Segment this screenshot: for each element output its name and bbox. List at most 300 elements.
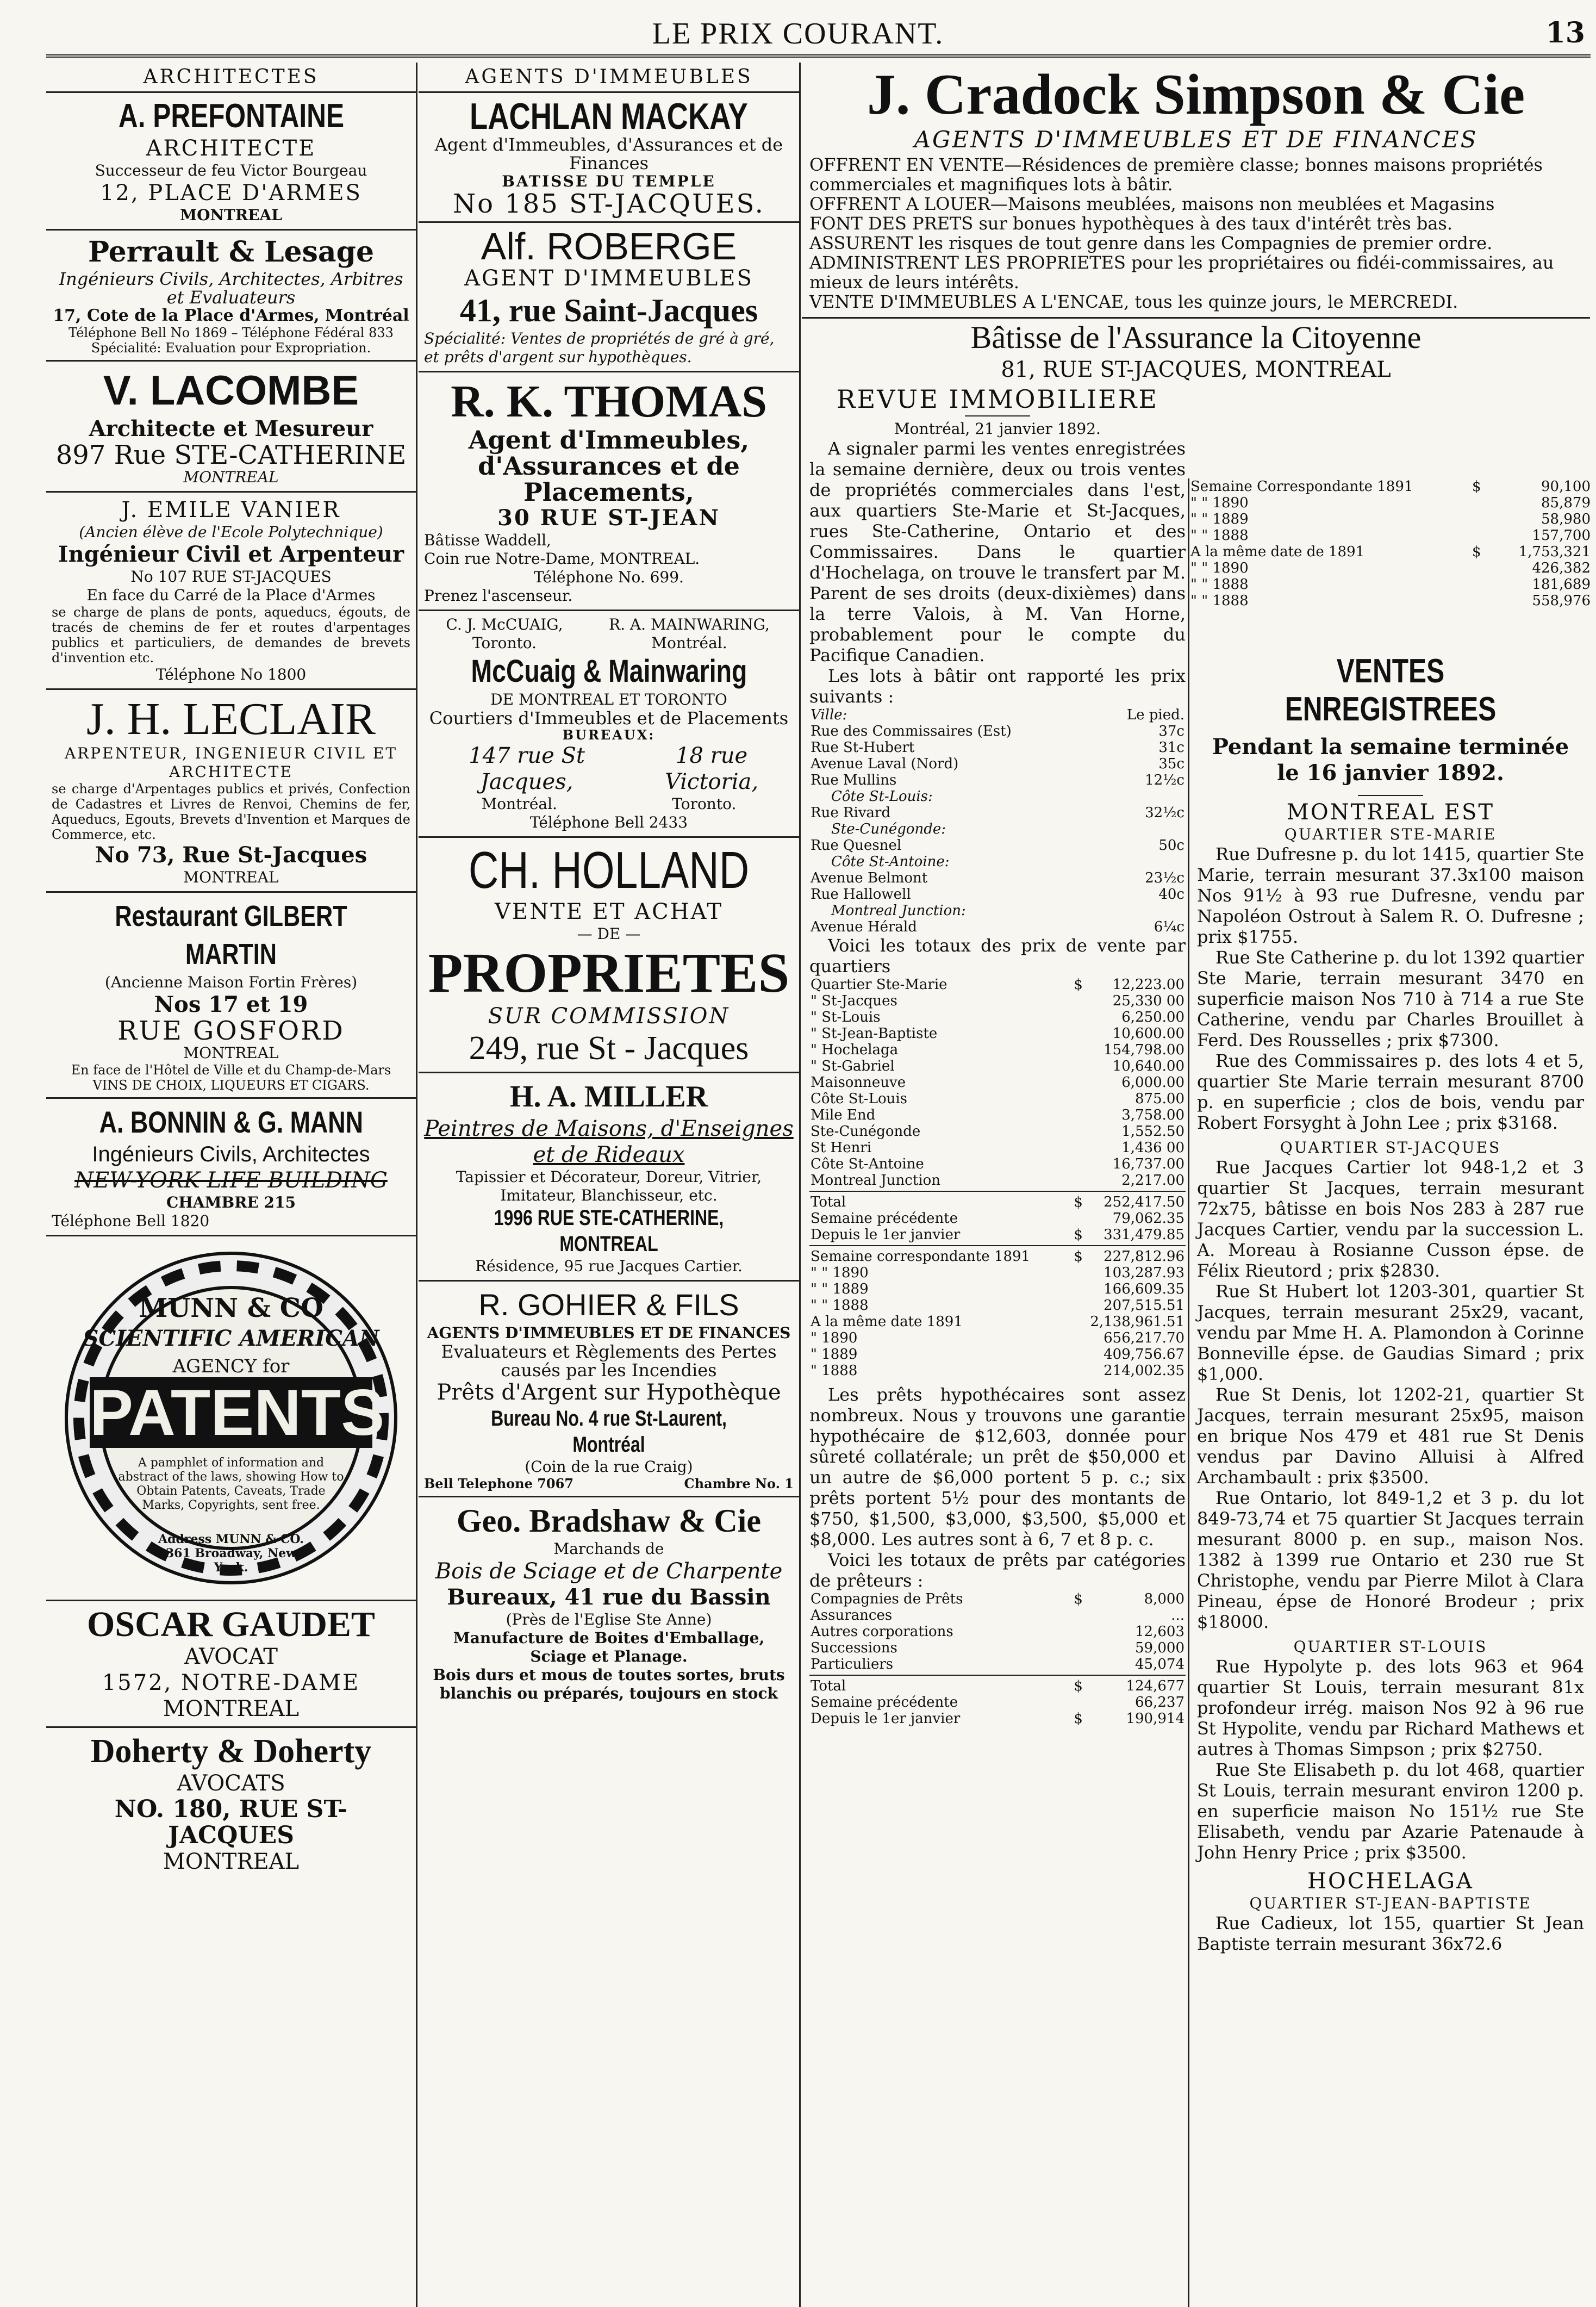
- stats-row-cell: " " 1888: [1190, 593, 1249, 609]
- quartier-row-cell: Montreal Junction: [811, 1172, 941, 1189]
- lot-row: [809, 739, 1186, 756]
- advertiser-role: AGENTS D'IMMEUBLES ET DE FINANCES: [427, 1324, 791, 1342]
- advertiser-role: Agent d'Immeubles, d'Assurances et de Finances: [434, 134, 783, 173]
- quartier-row: [809, 1042, 1186, 1058]
- stats-row-cell: [1471, 593, 1487, 609]
- partner-2: R. A. MAINWARING, Montréal.: [609, 615, 770, 652]
- service-line: VENTE D'IMMEUBLES A L'ENCAE, tous les quinze jours, le MERCREDI.: [809, 291, 1458, 312]
- lot-row-cell: Rue Mullins: [811, 772, 897, 788]
- ad-address: No 73, Rue St-Jacques: [95, 842, 367, 868]
- ad-near: (Près de l'Eglise Ste Anne): [506, 1610, 712, 1628]
- compare-row-cell: " 1888: [811, 1363, 858, 1379]
- ad-doherty: [46, 1728, 416, 1879]
- total-row: [809, 1194, 1186, 1210]
- compare-row-cell: 2,138,961.51: [1090, 1314, 1184, 1330]
- city-1: Montréal.: [481, 795, 557, 813]
- stats-row: [1189, 527, 1592, 544]
- quartier-row-cell: Quartier Ste-Marie: [811, 977, 947, 993]
- totals-table: [809, 1194, 1186, 1243]
- advertiser-role: Courtiers d'Immeubles et de Placements: [429, 708, 789, 729]
- quartier-row-cell: 12,223.00: [1112, 977, 1184, 993]
- stats-row: [1189, 593, 1592, 609]
- advertiser-role: AVOCAT: [184, 1644, 278, 1669]
- lot-row-cell: 23½c: [1145, 870, 1184, 886]
- ad-line: Bois de Sciage et de Charpente: [435, 1559, 783, 1584]
- ad-bradshaw: [419, 1497, 799, 1707]
- ad-line: Successeur de feu Victor Bourgeau: [95, 161, 367, 179]
- pret-total-row-cell: 66,237: [1135, 1694, 1184, 1711]
- lot-row: [809, 919, 1186, 935]
- ad-phone: Téléphone No. 699.: [534, 568, 684, 586]
- city-2: Toronto.: [672, 795, 737, 813]
- pret-total-row-cell: 124,677: [1126, 1678, 1184, 1694]
- munn-patents-seal: [65, 1252, 397, 1584]
- stats-row-cell: [1471, 527, 1487, 544]
- ad-phone: Téléphone Bell 2433: [529, 813, 688, 831]
- quartier-row-cell: [1073, 1042, 1086, 1058]
- quartier-row-cell: " St-Louis: [811, 1009, 881, 1025]
- quartier-row-cell: [1073, 993, 1086, 1009]
- compare-row-cell: 214,002.35: [1104, 1363, 1184, 1379]
- quartier-row-cell: 2,217.00: [1121, 1172, 1184, 1189]
- lot-row: [809, 854, 1186, 870]
- ad-origin: DE MONTREAL ET TORONTO: [490, 691, 727, 708]
- advertiser-name: H. A. MILLER: [509, 1080, 708, 1114]
- lot-row-cell: 35c: [1158, 756, 1184, 772]
- stats-row-cell: 58,980: [1541, 511, 1591, 527]
- ad-phone-row: [424, 1476, 794, 1491]
- compare-row-cell: " " 1890: [811, 1265, 869, 1281]
- compare-row-cell: [1073, 1265, 1084, 1281]
- quartier-row: [809, 1025, 1186, 1042]
- article-paragraph: A signaler parmi les ventes enregistrées la semaine dernière, deux ou trois ventes de propriétés commerciales dans l'est, aux quartiers Ste-Marie et St-Jacques, rues Ste-Catherine, Ontario et des Commissaires. Dans le quartier d'Hochelaga, on trouve le transfert par M. Parent de ses droits (deux-dixièmes) dans la terre Valois, à M. Van Horne, probablement pour le compte du Pacifique Canadien.: [809, 438, 1186, 666]
- pret-row: [809, 1640, 1186, 1656]
- total-row-cell: 252,417.50: [1104, 1194, 1184, 1210]
- ad-vanier: [46, 493, 416, 690]
- total-row: [809, 1227, 1186, 1243]
- quarter-heading: QUARTIER ST-JEAN-BAPTISTE: [1249, 1894, 1532, 1912]
- quarter-heading: QUARTIER ST-JACQUES: [1280, 1139, 1501, 1156]
- pret-row-cell: $: [1074, 1591, 1083, 1607]
- quartier-row-cell: 3,758.00: [1121, 1107, 1184, 1123]
- lot-row: [809, 837, 1186, 854]
- quartier-row-cell: 154,798.00: [1104, 1042, 1184, 1058]
- compare-row-cell: 409,756.67: [1104, 1346, 1184, 1363]
- article-date: Montréal, 21 janvier 1892.: [894, 420, 1101, 438]
- advertiser-role: d'Assurances et de Placements,: [478, 451, 740, 507]
- pret-row-cell: [1073, 1607, 1093, 1624]
- ad-address: 897 Rue STE-CATHERINE: [55, 440, 407, 470]
- sales-stats-box: [1188, 478, 1592, 658]
- ad-office-addresses: [424, 743, 794, 795]
- quartier-row: [809, 1140, 1186, 1156]
- compare-row-cell: A la même date 1891: [811, 1314, 963, 1330]
- stats-row-cell: " " 1888: [1190, 576, 1249, 593]
- quarter-heading: QUARTIER ST-LOUIS: [1293, 1638, 1488, 1656]
- partner-1: C. J. McCUAIG, Toronto.: [446, 615, 563, 652]
- ad-line: Prêts d'Argent sur Hypothèque: [437, 1380, 781, 1405]
- quartier-row: [809, 1123, 1186, 1140]
- compare-row: [809, 1363, 1186, 1379]
- ad-city: MONTREAL: [163, 1696, 300, 1721]
- advertiser-name: McCuaig & Mainwaring: [471, 654, 747, 689]
- stats-row-cell: 1,753,321: [1518, 544, 1591, 560]
- article-body: [802, 438, 1193, 1727]
- pret-total-row-cell: Depuis le 1er janvier: [811, 1711, 961, 1727]
- lot-row-cell: Rue Hallowell: [811, 886, 911, 903]
- compare-row-cell: [1073, 1297, 1084, 1314]
- lot-row-cell: [1100, 821, 1186, 837]
- compare-row: [809, 1330, 1186, 1346]
- lot-row-cell: [1100, 854, 1186, 870]
- ad-office-cities: [424, 795, 794, 813]
- ad-address: 81, RUE ST-JACQUES, MONTREAL: [1001, 357, 1391, 381]
- lot-row-cell: 37c: [1158, 723, 1184, 739]
- ad-corner: [424, 550, 794, 568]
- stats-row-cell: [1471, 576, 1487, 593]
- lot-row-cell: Avenue Laval (Nord): [811, 756, 959, 772]
- stats-row-cell: 426,382: [1532, 560, 1591, 576]
- quartier-row-cell: " St-Jean-Baptiste: [811, 1025, 938, 1042]
- advertiser-role: Agent d'Immeubles,: [468, 425, 750, 455]
- ad-line: SUR COMMISSION: [488, 1004, 730, 1029]
- ad-munn-patents: [46, 1236, 416, 1601]
- ad-cradock-simpson: [802, 63, 1590, 381]
- stats-row: [1189, 511, 1592, 527]
- pret-row-cell: 8,000: [1144, 1591, 1184, 1607]
- total-row-cell: Total: [811, 1194, 846, 1210]
- ad-note: (Ancien élève de l'Ecole Polytechnique): [79, 523, 383, 541]
- quartier-row: [809, 1107, 1186, 1123]
- lot-row: [809, 788, 1186, 805]
- advertiser-name: Doherty & Doherty: [90, 1733, 372, 1770]
- quartier-row-cell: [1073, 1123, 1086, 1140]
- ad-room: Chambre No. 1: [684, 1476, 794, 1491]
- stats-row-cell: $: [1472, 478, 1481, 495]
- ad-city: MONTREAL: [180, 206, 282, 224]
- ad-miller: [419, 1073, 799, 1282]
- quartier-row-cell: " St-Gabriel: [811, 1058, 895, 1074]
- quartier-row-cell: $: [1074, 977, 1083, 993]
- pret-row: [809, 1656, 1186, 1672]
- ad-building: Bâtisse Waddell,: [424, 531, 551, 549]
- ad-address: 17, Cote de la Place d'Armes, Montréal: [53, 306, 409, 325]
- ad-leclair: [46, 690, 416, 893]
- lot-row-cell: 32½c: [1145, 805, 1184, 821]
- seal-line: AGENCY for: [172, 1355, 290, 1377]
- ad-address: No 107 RUE ST-JACQUES: [130, 568, 332, 586]
- lot-row-cell: Côte St-Louis:: [831, 788, 933, 805]
- article-paragraph: Voici les totaux de prêts par catégories de prêteurs :: [809, 1550, 1186, 1591]
- region-heading: HOCHELAGA: [1307, 1869, 1474, 1894]
- seal-line: SCIENTIFIC AMERICAN: [83, 1326, 379, 1351]
- prets-totals-table: [809, 1678, 1186, 1727]
- lot-row-cell: [1100, 903, 1186, 919]
- compare-row-cell: " " 1888: [811, 1297, 869, 1314]
- column-architectes: [46, 63, 417, 2307]
- ad-corner-text: Coin rue Notre-Dame,: [424, 550, 595, 568]
- sale-entry: Rue Ontario, lot 849-1,2 et 3 p. du lot 849-73,74 et 75 quartier St Jacques terrain mesurant 8000 p. en sup., maison Nos. 1382 à 1399 rue Ontario et 230 rue St Christophe, vendu par Pierre Milot à Clara Pineau, épse de Honoré Brodeur ; prix $18000.: [1197, 1488, 1584, 1632]
- service-line: OFFRENT A LOUER—Maisons meublées, maisons non meublées et Magasins: [809, 194, 1495, 214]
- quartier-row-cell: [1073, 1091, 1086, 1107]
- sale-entry: Rue des Commissaires p. des lots 4 et 5, quartier Ste Marie terrain mesurant 8700 p. en superficie ; clos de bois, vendu par Robert Forsyght à John Lee ; prix $3168.: [1197, 1050, 1584, 1133]
- ad-line: Bois durs et mous de toutes sortes, bruts blanchis ou préparés, toujours en stock: [433, 1666, 785, 1702]
- service-line: ADMINISTRENT LES PROPRIETES pour les propriétaires ou fidéi-commissaires, au mieux de leurs intérêts.: [809, 252, 1554, 293]
- pret-total-row-cell: Semaine précédente: [811, 1694, 958, 1711]
- stats-row-cell: 157,700: [1532, 527, 1591, 544]
- quartier-row-cell: " St-Jacques: [811, 993, 897, 1009]
- pret-row-cell: 59,000: [1135, 1640, 1184, 1656]
- advertiser-name: OSCAR GAUDET: [87, 1605, 375, 1644]
- ad-city: MONTREAL: [163, 1849, 300, 1874]
- total-row-cell: [1073, 1210, 1086, 1227]
- advertiser-role: AGENTS D'IMMEUBLES ET DE FINANCES: [914, 126, 1478, 153]
- pret-row-cell: Successions: [811, 1640, 897, 1656]
- advertiser-name: Geo. Bradshaw & Cie: [457, 1503, 761, 1539]
- quartier-row-cell: [1073, 1058, 1086, 1074]
- pret-total-row-cell: $: [1074, 1711, 1083, 1727]
- total-row-cell: 79,062.35: [1112, 1210, 1184, 1227]
- pret-total-row: [809, 1678, 1186, 1694]
- lot-row-cell: Rue Quesnel: [811, 837, 902, 854]
- compare-row-cell: $: [1074, 1248, 1083, 1265]
- lots-table: [809, 707, 1186, 935]
- quartier-row-cell: 6,250.00: [1121, 1009, 1184, 1025]
- ad-prefontaine: [46, 93, 416, 231]
- ad-description: se charge de plans de ponts, aqueducs, égouts, de tracés de chemins de fer et routes d'arpentages publics et particuliers, de demandes de brevets d'invention etc.: [52, 605, 410, 666]
- ad-building: NEW-YORK LIFE BUILDING: [74, 1168, 388, 1193]
- pret-row-cell: [1073, 1624, 1093, 1640]
- compare-row-cell: [1073, 1314, 1084, 1330]
- lot-row-cell: [1100, 788, 1186, 805]
- total-row-cell: $: [1074, 1227, 1083, 1243]
- total-row: [809, 1210, 1186, 1227]
- lot-row-cell: Rue Rivard: [811, 805, 891, 821]
- compare-row-cell: " 1890: [811, 1330, 858, 1346]
- compare-row: [809, 1297, 1186, 1314]
- quartier-row-cell: [1073, 1156, 1086, 1172]
- pret-row-cell: 12,603: [1135, 1624, 1184, 1640]
- header-rule: [46, 54, 1591, 58]
- advertiser-name: Restaurant GILBERT MARTIN: [115, 900, 347, 971]
- sale-entry: Rue St Hubert lot 1203-301, quartier St Jacques, terrain mesurant 25x29, vacant, vendu par Mme H. A. Plamondon à Corinne Bonneville épse. de Gaudias Simard ; prix $1,000.: [1197, 1281, 1584, 1384]
- ad-phone: Bell Telephone 7067: [424, 1476, 574, 1491]
- quartier-row-cell: 16,737.00: [1112, 1156, 1184, 1172]
- lot-row: [809, 772, 1186, 788]
- stats-row-cell: [1471, 560, 1487, 576]
- article-paragraph: Les lots à bâtir ont rapporté les prix suivants :: [809, 666, 1186, 707]
- pret-total-row: [809, 1711, 1186, 1727]
- ad-headline: PROPRIETES: [428, 942, 790, 1004]
- quartier-row: [809, 1091, 1186, 1107]
- stats-row: [1189, 495, 1592, 511]
- advertiser-name: J. EMILE VANIER: [121, 498, 341, 523]
- lot-row-cell: Montreal Junction:: [831, 903, 966, 919]
- section-subtitle: Pendant la semaine terminée le 16 janvier 1892.: [1212, 734, 1569, 786]
- prets-table: [809, 1591, 1186, 1672]
- article-title: REVUE IMMOBILIERE: [837, 384, 1158, 414]
- compare-row-cell: 166,609.35: [1104, 1281, 1184, 1297]
- ad-city: MONTREAL: [183, 1044, 279, 1062]
- sale-entry: Rue St Denis, lot 1202-21, quartier St Jacques, terrain mesurant 25x95, maison en brique Nos 479 et 481 rue St Denis vendus par Davino Alluisi à Alfred Archambault : prix $3500.: [1197, 1384, 1584, 1488]
- ad-line: Manufacture de Boites d'Emballage, Sciage et Planage.: [453, 1629, 765, 1665]
- lot-row-cell: Avenue Hérald: [811, 919, 917, 935]
- pret-row-cell: [1073, 1640, 1093, 1656]
- ad-address: 1996 RUE STE-CATHERINE, MONTREAL: [494, 1206, 724, 1256]
- ad-city: MONTREAL.: [600, 550, 700, 568]
- ad-phone: Téléphone No 1800: [155, 666, 307, 683]
- stats-row-cell: 90,100: [1541, 478, 1591, 495]
- lot-row-cell: Rue des Commissaires (Est): [811, 723, 1012, 739]
- stats-row-cell: $: [1472, 544, 1481, 560]
- ad-address: 30 RUE ST-JEAN: [497, 505, 720, 531]
- ad-address: 1572, NOTRE-DAME: [102, 1670, 360, 1695]
- compare-row: [809, 1281, 1186, 1297]
- total-row-cell: Semaine précédente: [811, 1210, 958, 1227]
- stats-row-cell: 558,976: [1532, 593, 1591, 609]
- ad-corner: (Coin de la rue Craig): [525, 1458, 693, 1476]
- sale-entry: Rue Dufresne p. du lot 1415, quartier Ste Marie, terrain mesurant 37.3x100 maison Nos 91½ à 93 rue Dufresne, vendu par Napoléon Ostrout à Salem R. O. Dufresne ; prix $1755.: [1197, 844, 1584, 947]
- advertiser-name: J. Cradock Simpson & Cie: [866, 63, 1525, 126]
- ad-building: Bâtisse de l'Assurance la Citoyenne: [970, 320, 1422, 355]
- compare-row: [809, 1346, 1186, 1363]
- lots-header: Le pied.: [1126, 707, 1184, 723]
- advertiser-name: J. H. LECLAIR: [86, 694, 376, 744]
- ad-gilbert-martin: [46, 893, 416, 1099]
- pret-total-row-cell: [1073, 1694, 1090, 1711]
- ad-line: — DE —: [577, 925, 641, 943]
- lot-row: [809, 821, 1186, 837]
- advertiser-name: V. LACOMBE: [103, 368, 359, 414]
- pret-total-row: [809, 1694, 1186, 1711]
- quartier-row-cell: 1,436 00: [1121, 1140, 1184, 1156]
- quartier-row-cell: Ste-Cunégonde: [811, 1123, 921, 1140]
- stats-row-cell: " " 1888: [1190, 527, 1249, 544]
- quartier-row: [809, 993, 1186, 1009]
- pret-row-cell: Assurances: [811, 1607, 893, 1624]
- ad-address: 249, rue St - Jacques: [469, 1030, 749, 1067]
- total-row-cell: Depuis le 1er janvier: [811, 1227, 961, 1243]
- seal-line: MUNN & CO: [139, 1293, 323, 1323]
- quarter-heading: QUARTIER STE-MARIE: [1284, 825, 1497, 843]
- compare-row: [809, 1248, 1186, 1265]
- compare-row: [809, 1265, 1186, 1281]
- ad-description: Tapissier et Décorateur, Doreur, Vitrier, Imitateur, Blanchisseur, etc.: [456, 1168, 762, 1204]
- compare-row-cell: " " 1889: [811, 1281, 869, 1297]
- ad-phone: Téléphone Bell 1820: [52, 1212, 210, 1230]
- pret-total-row-cell: Total: [811, 1678, 846, 1694]
- stats-row-cell: 181,689: [1532, 576, 1591, 593]
- ad-services: [802, 153, 1590, 314]
- service-line: FONT DES PRETS sur bonues hypothèques à des taux d'intérêt très bas.: [809, 213, 1453, 234]
- ad-perrault-lesage: [46, 231, 416, 362]
- ad-location: En face de l'Hôtel de Ville et du Champ-de-Mars: [71, 1062, 391, 1078]
- sales-list: [1189, 844, 1592, 1954]
- ad-city: MONTREAL: [183, 868, 279, 886]
- seal-patents: PATENTS: [90, 1376, 385, 1449]
- ad-residence: Résidence, 95 rue Jacques Cartier.: [475, 1257, 743, 1275]
- column-agents-immeubles: [419, 63, 801, 2307]
- stats-row-cell: " " 1890: [1190, 560, 1249, 576]
- page-number: 13: [1545, 16, 1585, 49]
- compare-row-cell: 656,217.70: [1104, 1330, 1184, 1346]
- ad-line: Evaluateurs et Règlements des Pertes causés par les Incendies: [441, 1341, 777, 1381]
- lot-row-cell: 12½c: [1145, 772, 1184, 788]
- seal-description: A pamphlet of information and abstract of the laws, showing How to Obtain Patents, Caveats, Trade Marks, Copyrights, sent free.: [118, 1456, 344, 1512]
- quartier-row-cell: 6,000.00: [1121, 1074, 1184, 1091]
- region-heading: MONTREAL EST: [1286, 800, 1495, 825]
- compare-row-cell: [1073, 1363, 1084, 1379]
- quartiers-table: [809, 977, 1186, 1189]
- lot-row-cell: 31c: [1158, 739, 1184, 756]
- lot-row-cell: Ste-Cunégonde:: [831, 821, 946, 837]
- advertiser-name: Perrault & Lesage: [88, 235, 375, 269]
- quartier-row-cell: [1073, 1009, 1086, 1025]
- ad-city: MONTREAL: [183, 468, 279, 486]
- compare-row-cell: " 1889: [811, 1346, 858, 1363]
- ad-building: BATISSE DU TEMPLE: [502, 172, 716, 190]
- ad-holland: [419, 838, 799, 1073]
- service-line: ASSURENT les risques de tout genre dans les Compagnies de premier ordre.: [809, 233, 1493, 253]
- lot-row-cell: Côte St-Antoine:: [831, 854, 950, 870]
- advertiser-role: Architecte et Mesureur: [89, 416, 373, 441]
- pret-row-cell: [1073, 1656, 1093, 1672]
- advertiser-name: A. BONNIN & G. MANN: [99, 1105, 363, 1139]
- pret-row-cell: ...: [1171, 1607, 1184, 1624]
- stats-row: [1189, 576, 1592, 593]
- pret-row-cell: Particuliers: [811, 1656, 894, 1672]
- service-line: OFFRENT EN VENTE—Résidences de première classe; bonnes maisons propriétés commerciales et magnifiques lots à bâtir.: [809, 154, 1543, 195]
- pret-row-cell: Compagnies de Prêts: [811, 1591, 963, 1607]
- stats-row: [1189, 560, 1592, 576]
- quartier-row-cell: [1073, 1172, 1086, 1189]
- ad-note: (Ancienne Maison Fortin Frères): [104, 973, 358, 991]
- lot-row-cell: 6¼c: [1154, 919, 1184, 935]
- stats-table: [1189, 478, 1592, 609]
- advertiser-role: AGENT D'IMMEUBLES: [464, 266, 753, 291]
- section-heading: ARCHITECTES: [46, 63, 416, 93]
- advertiser-role: ARPENTEUR, INGENIEUR CIVIL ET ARCHITECTE: [65, 744, 397, 781]
- pret-total-row-cell: 190,914: [1126, 1711, 1184, 1727]
- ad-phone: Téléphone Bell No 1869 – Téléphone Fédéral 833: [68, 325, 394, 340]
- advertiser-role: ARCHITECTE: [146, 136, 316, 161]
- advertiser-role: AVOCATS: [177, 1771, 285, 1796]
- seal-address: Address MUNN & CO. 361 Broadway, New York.: [158, 1532, 304, 1575]
- quartier-row-cell: Mile End: [811, 1107, 876, 1123]
- quartier-row-cell: Côte St-Antoine: [811, 1156, 924, 1172]
- quartier-row-cell: 10,640.00: [1112, 1058, 1184, 1074]
- ad-address: NO. 180, RUE ST-JACQUES: [114, 1795, 348, 1849]
- ad-line: VENTE ET ACHAT: [494, 899, 724, 924]
- ad-room: CHAMBRE 215: [166, 1193, 296, 1211]
- pret-row: [809, 1624, 1186, 1640]
- advertiser-name: CH. HOLLAND: [468, 841, 750, 899]
- total-row-cell: 331,479.85: [1104, 1227, 1184, 1243]
- lot-row: [809, 870, 1186, 886]
- advertiser-role: Marchands de: [553, 1540, 664, 1558]
- ad-mackay: [419, 93, 799, 223]
- sale-entry: Rue Cadieux, lot 155, quartier St Jean Baptiste terrain mesurant 36x72.6: [1197, 1913, 1584, 1954]
- lots-header: Ville:: [811, 707, 847, 723]
- ad-address: Bureau No. 4 rue St-Laurent, Montréal: [491, 1407, 727, 1457]
- advertiser-name: LACHLAN MACKAY: [470, 96, 748, 137]
- ad-address: No 185 ST-JACQUES.: [453, 189, 765, 219]
- ad-mccuaig: [419, 611, 799, 838]
- advertiser-name: R. K. THOMAS: [451, 376, 767, 427]
- compare-row-cell: 227,812.96: [1104, 1248, 1184, 1265]
- ad-description: se charge d'Arpentages publics et privés, Confection de Cadastres et Livres de Renvoi, Chemins de fer, Aqueducs, Egouts, Brevets d'Invention et Marques de Commerce, etc.: [52, 781, 410, 842]
- total-row-cell: $: [1074, 1194, 1083, 1210]
